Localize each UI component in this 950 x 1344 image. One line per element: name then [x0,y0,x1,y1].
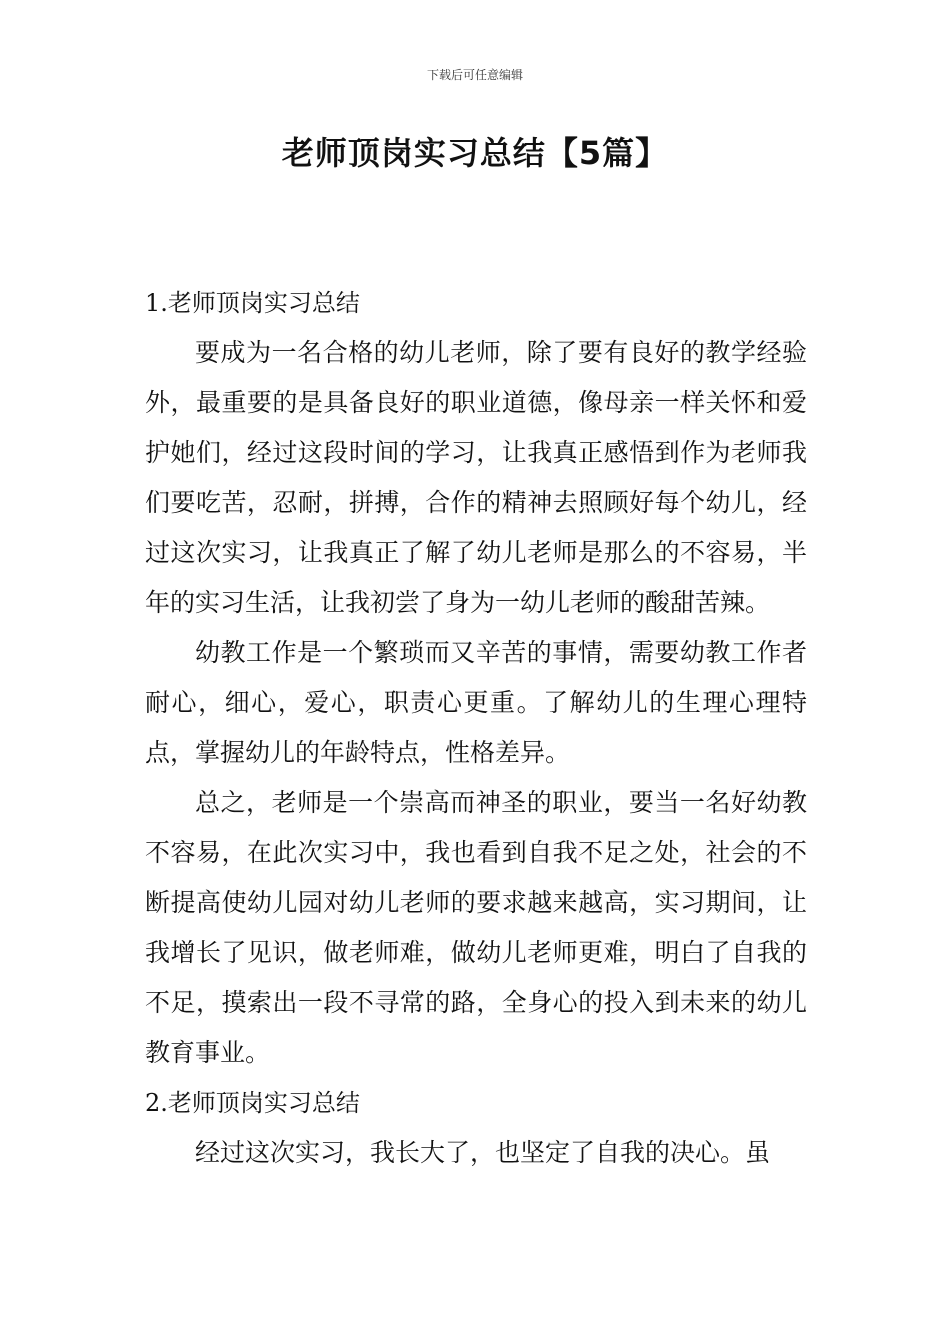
document-body [145,278,807,1178]
paragraph: 总之，老师是一个崇高而神圣的职业，要当一名好幼教不容易，在此次实习中，我也看到自我不足之处，社会的不断提高使幼儿园对幼儿老师的要求越来越高，实习期间，让我增长了见识，做老师难，做幼儿老师更难，明白了自我的不足，摸索出一段不寻常的路，全身心的投入到未来的幼儿教育事业。 [145,788,807,1067]
section-heading: 1.老师顶岗实习总结 [145,289,360,317]
paragraph: 经过这次实习，我长大了，也坚定了自我的决心。虽 [195,1138,771,1167]
document-title: 老师顶岗实习总结【5篇】 [281,134,669,172]
paragraph: 要成为一名合格的幼儿老师，除了要有良好的教学经验外，最重要的是具备良好的职业道德，像母亲一样关怀和爱护她们，经过这段时间的学习，让我真正感悟到作为老师我们要吃苦，忍耐，拼搏，合作的精神去照顾好每个幼儿，经过这次实习，让我真正了解了幼儿老师是那么的不容易，半年的实习生活，让我初尝了身为一幼儿老师的酸甜苦辣。 [145,338,807,617]
section-heading: 2.老师顶岗实习总结 [145,1089,360,1117]
section-2 [145,1078,807,1178]
section-1 [145,278,807,1078]
header-note: 下载后可任意编辑 [426,68,523,82]
paragraph: 幼教工作是一个繁琐而又辛苦的事情，需要幼教工作者耐心，细心，爱心，职责心更重。了解幼儿的生理心理特点，掌握幼儿的年龄特点，性格差异。 [145,638,807,767]
